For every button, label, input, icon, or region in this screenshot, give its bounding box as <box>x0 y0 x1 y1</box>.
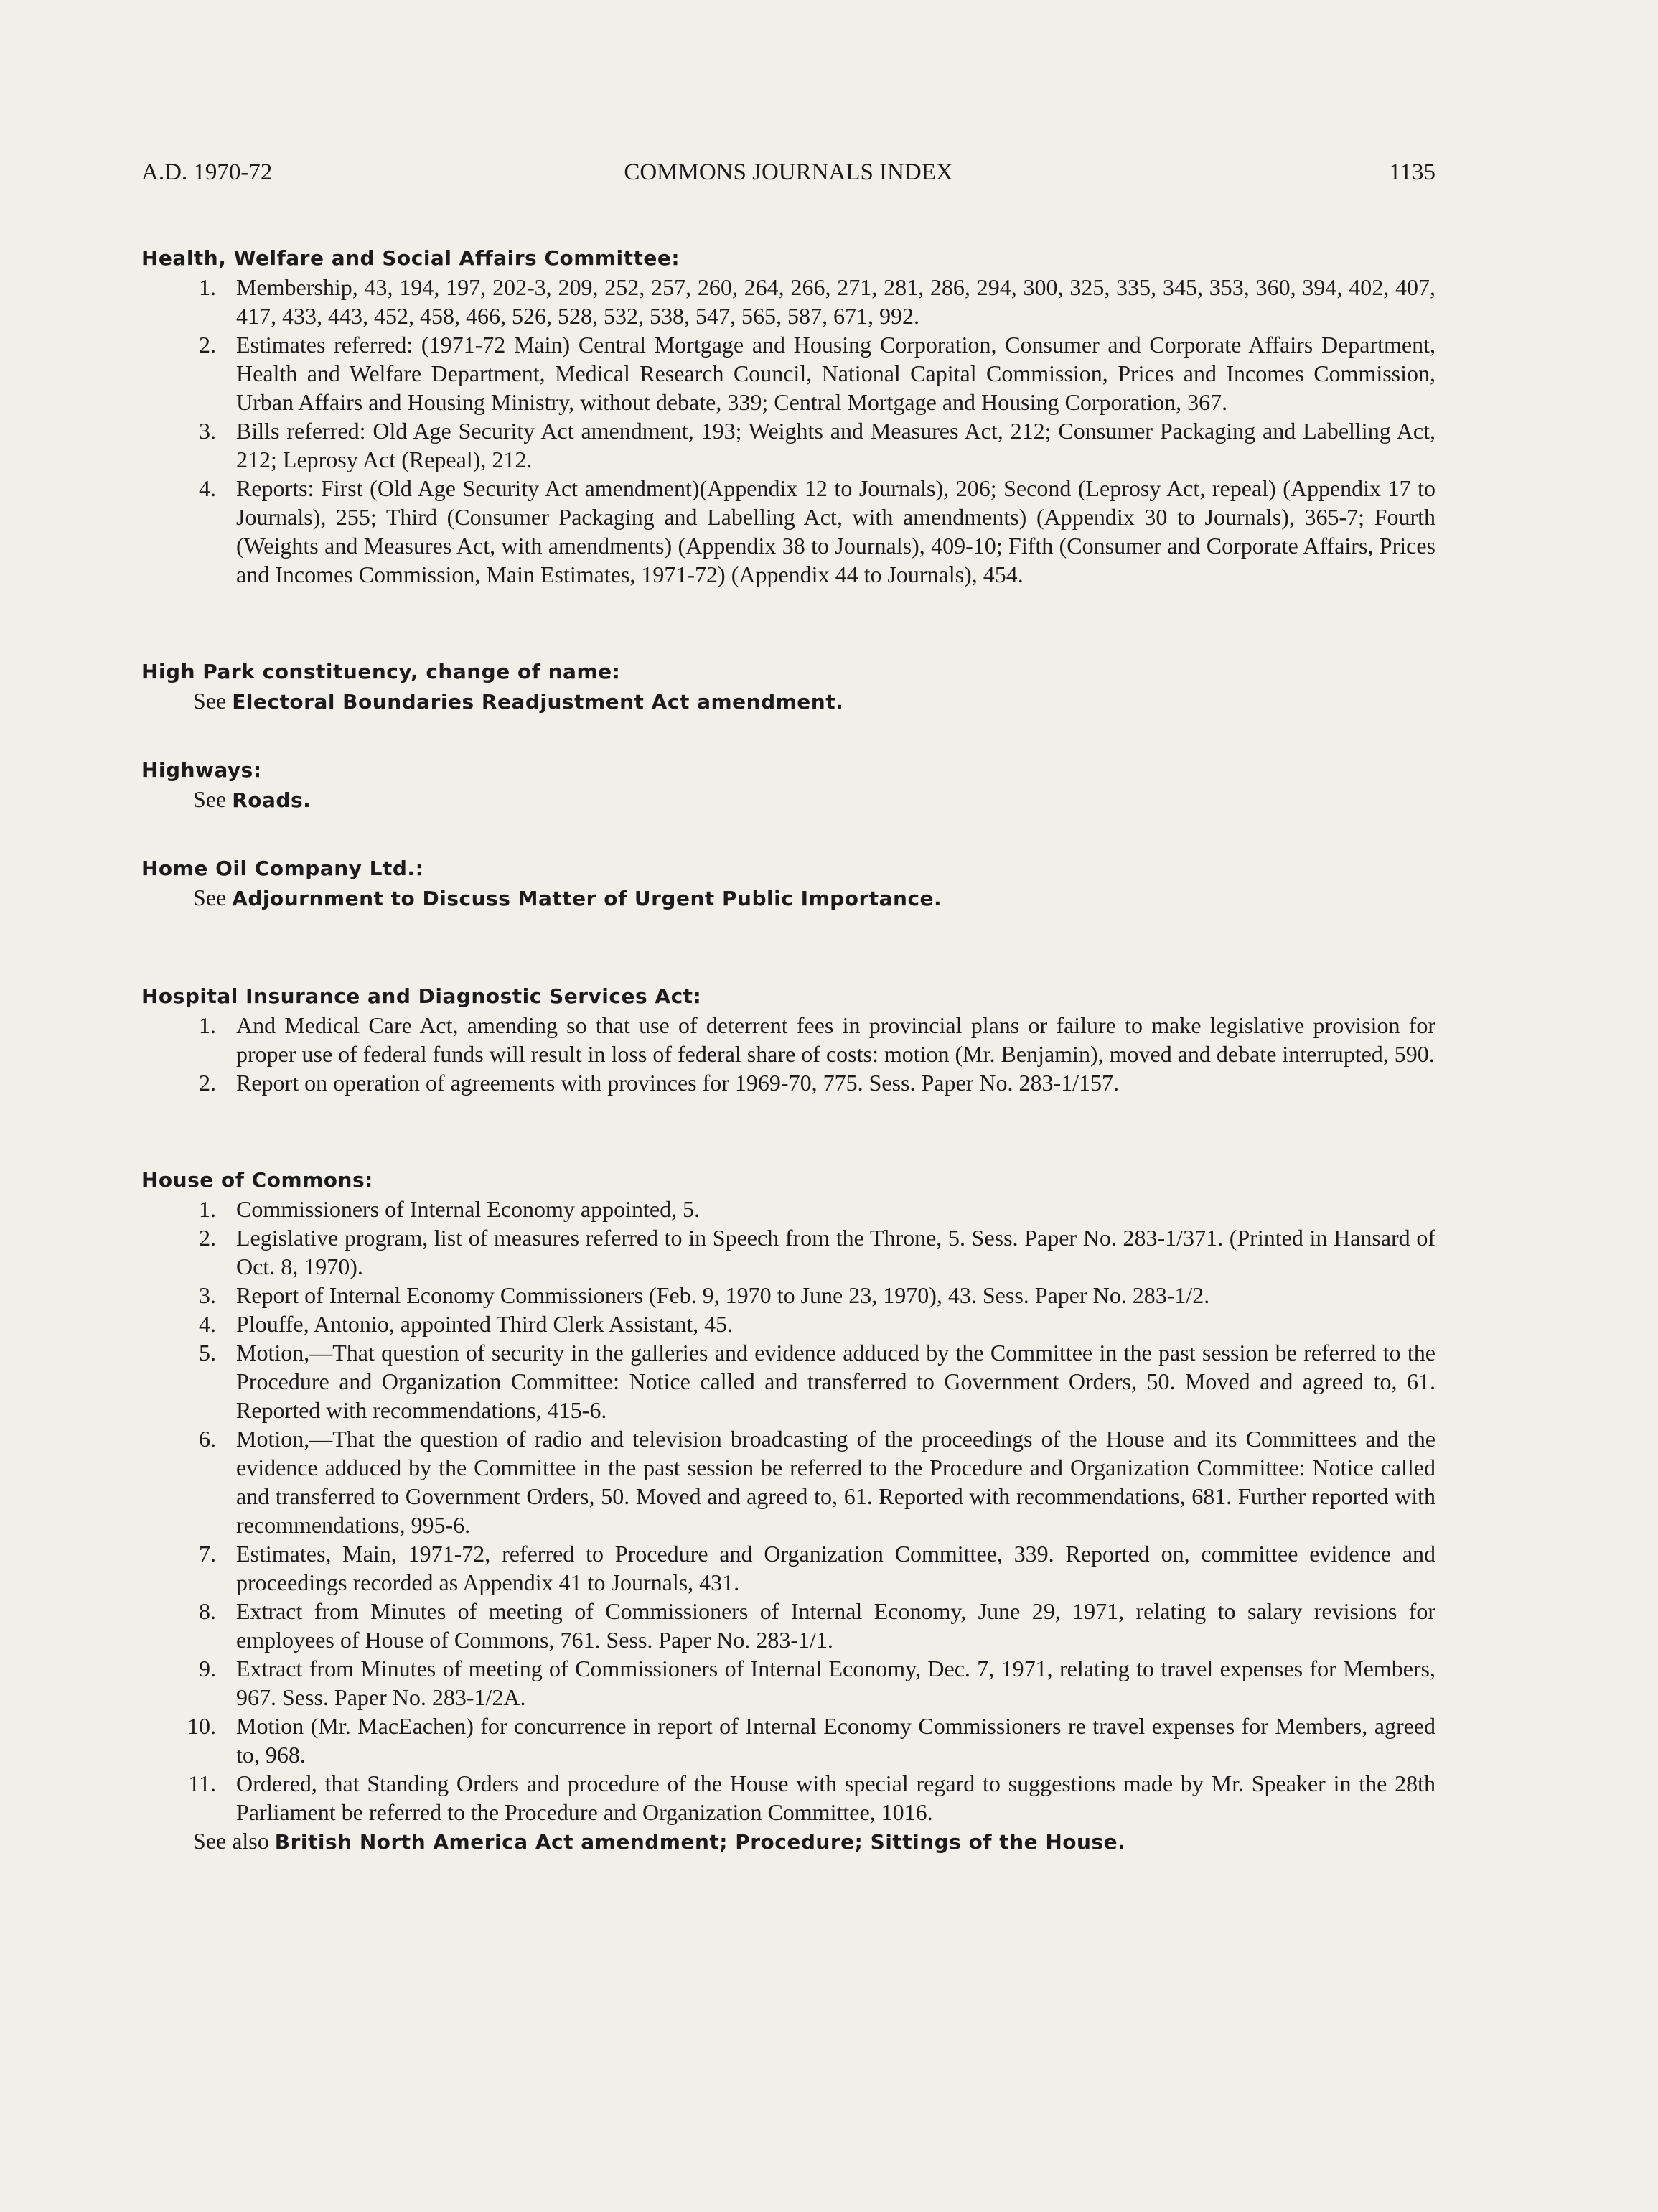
entry-item <box>141 416 1435 474</box>
see-ref-target: Electoral Boundaries Readjustment Act amendment. <box>232 690 844 714</box>
index-entry <box>141 756 1435 815</box>
item-text: Report on operation of agreements with provinces for 1969-70, 775. Sess. Paper No. 283-1/157. <box>236 1070 1119 1096</box>
see-also-reference <box>141 1826 1435 1857</box>
item-text: Commissioners of Internal Economy appointed, 5. <box>236 1196 701 1222</box>
item-text: Motion,—That the question of radio and television broadcasting of the proceedings of the House and its Committees and the evidence adduced by the Committee in the past session be referred to the Procedure and Organization Committee: Notice called and transferred to Government Orders, 50. Moved and agreed to, 61. Reported with recommendations, 681. Further reported with recommendations, 995-6. <box>236 1426 1435 1538</box>
item-number: 4. <box>199 475 216 501</box>
entry-heading: Health, Welfare and Social Affairs Committee: <box>141 246 680 270</box>
item-text: Estimates, Main, 1971-72, referred to Procedure and Organization Committee, 339. Reported on, committee evidence and proceedings recorded as Appendix 41 to Journals, 431. <box>236 1541 1435 1595</box>
item-text: And Medical Care Act, amending so that use of deterrent fees in provincial plans or failure to make legislative provision for proper use of federal funds will result in loss of federal share of costs: motion (Mr. Benjamin), moved and debate interrupted, 590. <box>236 1012 1435 1067</box>
see-ref-target: Roads. <box>232 788 312 812</box>
entry-heading: Hospital Insurance and Diagnostic Services Act: <box>141 984 702 1008</box>
item-number: 2. <box>199 332 216 358</box>
header-date-range: A.D. 1970-72 <box>141 159 273 185</box>
see-ref-target: British North America Act amendment; Procedure; Sittings of the House. <box>274 1830 1126 1854</box>
item-number: 2. <box>199 1225 216 1251</box>
entry-heading: Home Oil Company Ltd.: <box>141 857 424 880</box>
item-text: Reports: First (Old Age Security Act amendment)(Appendix 12 to Journals), 206; Second (Leprosy Act, repeal) (Appendix 17 to Journals), 255; Third (Consumer Packaging and Labelling Act, with amendments) (Appendix 30 to Journals), 365-7; Fourth (Weights and Measures Act, with amendments) (Appendix 38 to Journals), 409-10; Fifth (Consumer and Corporate Affairs, Prices and Incomes Commission, Main Estimates, 1971-72) (Appendix 44 to Journals), 454. <box>236 475 1435 587</box>
entry-item <box>141 330 1435 416</box>
index-entry <box>141 1166 1435 1857</box>
index-content <box>141 244 1435 1857</box>
page-number: 1135 <box>1389 159 1435 185</box>
entry-item <box>141 1539 1435 1597</box>
entry-item <box>141 1011 1435 1068</box>
see-reference <box>141 883 1435 913</box>
entry-item <box>141 1310 1435 1338</box>
entry-items <box>141 1011 1435 1097</box>
item-number: 4. <box>199 1311 216 1337</box>
item-text: Estimates referred: (1971-72 Main) Central Mortgage and Housing Corporation, Consumer and Corporate Affairs Department, Health and Welfare Department, Medical Research Council, National Capital Commission, Prices and Incomes Commission, Urban Affairs and Housing Ministry, without debate, 339; Central Mortgage and Housing Corporation, 367. <box>236 332 1435 415</box>
see-prefix: See <box>193 786 227 812</box>
see-prefix: See also <box>193 1828 269 1854</box>
entry-item <box>141 1654 1435 1712</box>
entry-item <box>141 1195 1435 1223</box>
item-number: 11. <box>188 1770 216 1796</box>
entry-item <box>141 474 1435 589</box>
entry-heading: Highways: <box>141 758 262 782</box>
item-number: 3. <box>199 1282 216 1308</box>
entry-item <box>141 1223 1435 1281</box>
entry-item <box>141 1068 1435 1097</box>
entry-item <box>141 1597 1435 1654</box>
item-number: 2. <box>199 1070 216 1096</box>
header-title: COMMONS JOURNALS INDEX <box>624 159 953 185</box>
entry-heading: High Park constituency, change of name: <box>141 660 621 683</box>
item-number: 8. <box>199 1598 216 1624</box>
item-number: 10. <box>187 1713 216 1739</box>
item-text: Report of Internal Economy Commissioners (Feb. 9, 1970 to June 23, 1970), 43. Sess. Paper No. 283-1/2. <box>236 1282 1210 1308</box>
item-text: Extract from Minutes of meeting of Commissioners of Internal Economy, Dec. 7, 1971, relating to travel expenses for Members, 967. Sess. Paper No. 283-1/2A. <box>236 1656 1435 1710</box>
item-text: Plouffe, Antonio, appointed Third Clerk Assistant, 45. <box>236 1311 734 1337</box>
entry-item <box>141 1338 1435 1424</box>
item-text: Extract from Minutes of meeting of Commissioners of Internal Economy, June 29, 1971, relating to salary revisions for employees of House of Commons, 761. Sess. Paper No. 283-1/1. <box>236 1598 1435 1653</box>
index-entry <box>141 244 1435 589</box>
entry-items <box>141 273 1435 589</box>
entry-item <box>141 273 1435 330</box>
item-number: 3. <box>199 418 216 444</box>
item-text: Legislative program, list of measures referred to in Speech from the Throne, 5. Sess. Paper No. 283-1/371. (Printed in Hansard of Oct. 8, 1970). <box>236 1225 1435 1279</box>
entry-items <box>141 1195 1435 1826</box>
index-entry <box>141 658 1435 717</box>
item-text: Motion,—That question of security in the galleries and evidence adduced by the Committee in the past session be referred to the Procedure and Organization Committee: Notice called and transferred to Government Orders, 50. Moved and agreed to, 61. Reported with recommendations, 415-6. <box>236 1340 1435 1423</box>
item-text: Motion (Mr. MacEachen) for concurrence in report of Internal Economy Commissioners re travel expenses for Members, agreed to, 968. <box>236 1713 1435 1768</box>
see-ref-target: Adjournment to Discuss Matter of Urgent Public Importance. <box>232 887 942 910</box>
entry-item <box>141 1281 1435 1310</box>
item-number: 7. <box>199 1541 216 1567</box>
item-number: 5. <box>199 1340 216 1366</box>
item-number: 1. <box>199 1012 216 1038</box>
item-number: 1. <box>199 274 216 300</box>
item-number: 6. <box>199 1426 216 1452</box>
index-entry <box>141 854 1435 913</box>
see-prefix: See <box>193 688 227 714</box>
see-reference <box>141 785 1435 815</box>
running-header <box>141 159 1435 194</box>
item-text: Ordered, that Standing Orders and procedure of the House with special regard to suggestions made by Mr. Speaker in the 28th Parliament be referred to the Procedure and Organization Committee, 1016. <box>236 1770 1435 1825</box>
index-entry <box>141 982 1435 1097</box>
item-number: 9. <box>199 1656 216 1681</box>
see-reference <box>141 686 1435 717</box>
entry-item <box>141 1769 1435 1826</box>
item-text: Membership, 43, 194, 197, 202-3, 209, 252, 257, 260, 264, 266, 271, 281, 286, 294, 300, 325, 335, 345, 353, 360, 394, 402, 407, 417, 433, 443, 452, 458, 466, 526, 528, 532, 538, 547, 565, 587, 671, 992. <box>236 274 1435 329</box>
entry-item <box>141 1712 1435 1769</box>
entry-heading: House of Commons: <box>141 1168 373 1192</box>
entry-item <box>141 1424 1435 1539</box>
item-number: 1. <box>199 1196 216 1222</box>
item-text: Bills referred: Old Age Security Act amendment, 193; Weights and Measures Act, 212; Consumer Packaging and Labelling Act, 212; Leprosy Act (Repeal), 212. <box>236 418 1435 472</box>
see-prefix: See <box>193 885 227 910</box>
